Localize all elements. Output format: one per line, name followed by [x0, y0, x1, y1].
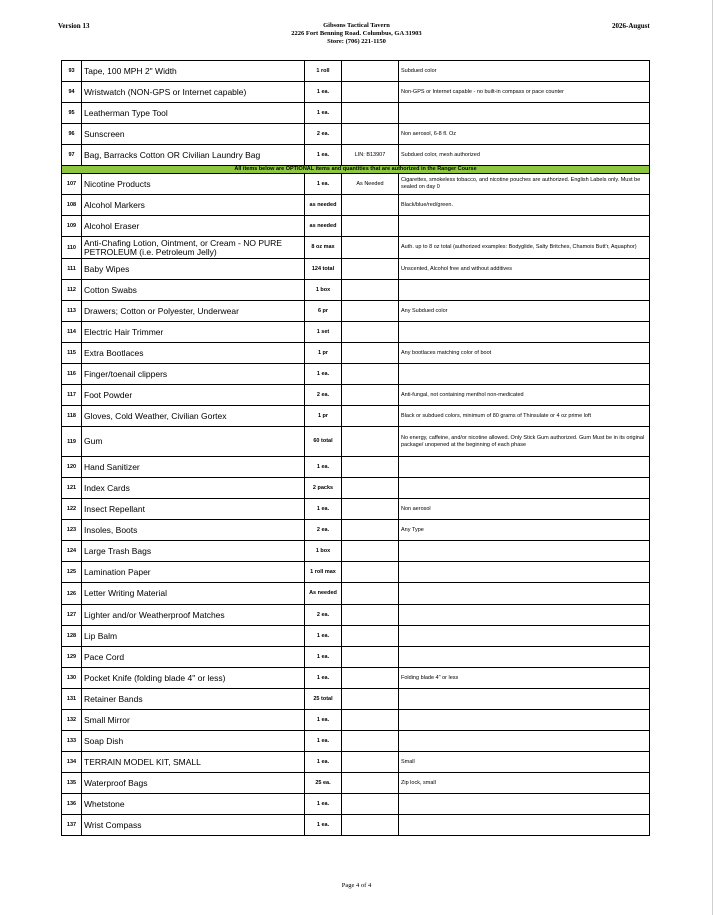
item-number: 117 [62, 385, 82, 406]
item-quantity: 25 total [305, 689, 342, 710]
item-number: 119 [62, 427, 82, 457]
item-remarks [399, 605, 650, 626]
item-quantity: 1 set [305, 322, 342, 343]
table-row [62, 647, 650, 668]
item-quantity: 6 pr [305, 301, 342, 322]
item-number: 126 [62, 583, 82, 605]
item-name: Lamination Paper [82, 562, 305, 583]
item-quantity: as needed [305, 216, 342, 237]
item-name: Extra Bootlaces [82, 343, 305, 364]
item-nsn [342, 520, 399, 541]
item-remarks [399, 280, 650, 301]
item-quantity: 1 box [305, 280, 342, 301]
item-name: Index Cards [82, 478, 305, 499]
item-number: 110 [62, 237, 82, 259]
table-row [62, 499, 650, 520]
item-quantity: 2 ea. [305, 124, 342, 145]
item-remarks [399, 710, 650, 731]
item-quantity: 1 ea. [305, 668, 342, 689]
item-remarks: Black or subdued colors, minimum of 80 grams of Thinsulate or 4 oz prime loft [399, 406, 650, 427]
item-nsn [342, 773, 399, 794]
table-row [62, 103, 650, 124]
item-quantity: as needed [305, 195, 342, 216]
item-nsn [342, 457, 399, 478]
table-row [62, 364, 650, 385]
item-quantity: 2 packs [305, 478, 342, 499]
item-quantity: 25 ea. [305, 773, 342, 794]
item-name: Baby Wipes [82, 259, 305, 280]
item-remarks: Non aerosol, 6-8 fl. Oz [399, 124, 650, 145]
item-nsn [342, 668, 399, 689]
item-nsn [342, 237, 399, 259]
item-nsn [342, 385, 399, 406]
item-nsn [342, 815, 399, 836]
item-name: Gloves, Cold Weather, Civilian Gortex [82, 406, 305, 427]
item-remarks [399, 626, 650, 647]
item-quantity: 1 ea. [305, 647, 342, 668]
item-number: 125 [62, 562, 82, 583]
item-quantity: 1 ea. [305, 82, 342, 103]
item-nsn [342, 280, 399, 301]
optional-items-banner-text: All items below are OPTIONAL items and quantities that are authorized in the Ranger Course [62, 166, 650, 174]
item-quantity: 1 ea. [305, 499, 342, 520]
item-remarks: Subdued color [399, 61, 650, 82]
item-name: Large Trash Bags [82, 541, 305, 562]
item-remarks: Any Type [399, 520, 650, 541]
item-nsn [342, 626, 399, 647]
item-nsn [342, 406, 399, 427]
item-quantity: 1 ea. [305, 815, 342, 836]
item-name: Lighter and/or Weatherproof Matches [82, 605, 305, 626]
item-nsn: As Needed [342, 174, 399, 195]
item-name: Letter Writing Material [82, 583, 305, 605]
item-name: Alcohol Eraser [82, 216, 305, 237]
item-remarks [399, 478, 650, 499]
document-date: 2026-August [612, 22, 650, 30]
item-nsn [342, 82, 399, 103]
item-name: Lip Balm [82, 626, 305, 647]
item-name: Insect Repellant [82, 499, 305, 520]
table-row [62, 280, 650, 301]
item-remarks: Anti-fungal, not containing menthol non-medicated [399, 385, 650, 406]
item-nsn [342, 562, 399, 583]
item-remarks [399, 562, 650, 583]
item-number: 93 [62, 61, 82, 82]
item-remarks: Small [399, 752, 650, 773]
item-number: 111 [62, 259, 82, 280]
table-row [62, 259, 650, 280]
item-quantity: 1 ea. [305, 364, 342, 385]
item-name: Insoles, Boots [82, 520, 305, 541]
item-quantity: 2 ea. [305, 385, 342, 406]
item-name: Pocket Knife (folding blade 4" or less) [82, 668, 305, 689]
item-remarks [399, 647, 650, 668]
table-row [62, 124, 650, 145]
table-row [62, 301, 650, 322]
item-number: 116 [62, 364, 82, 385]
item-number: 127 [62, 605, 82, 626]
item-quantity: 1 ea. [305, 752, 342, 773]
item-quantity: 1 ea. [305, 145, 342, 166]
item-remarks [399, 322, 650, 343]
table-row [62, 773, 650, 794]
item-nsn [342, 216, 399, 237]
table-row [62, 815, 650, 836]
item-nsn [342, 322, 399, 343]
item-nsn [342, 124, 399, 145]
item-nsn [342, 731, 399, 752]
item-nsn [342, 605, 399, 626]
item-number: 128 [62, 626, 82, 647]
item-name: Hand Sanitizer [82, 457, 305, 478]
item-remarks: Auth. up to 8 oz total (authorized examples: Bodyglide, Salty Britches, Chamois Butt'r, Aquaphor) [399, 237, 650, 259]
item-nsn [342, 364, 399, 385]
item-quantity: As needed [305, 583, 342, 605]
item-quantity: 2 ea. [305, 605, 342, 626]
item-name: Leatherman Type Tool [82, 103, 305, 124]
item-remarks: Folding blade 4" or less [399, 668, 650, 689]
version-label: Version 13 [58, 22, 90, 30]
item-name: Alcohol Markers [82, 195, 305, 216]
item-number: 97 [62, 145, 82, 166]
item-nsn [342, 794, 399, 815]
item-quantity: 1 ea. [305, 794, 342, 815]
table-row [62, 195, 650, 216]
table-row [62, 583, 650, 605]
item-number: 107 [62, 174, 82, 195]
table-row [62, 82, 650, 103]
table-row [62, 385, 650, 406]
item-remarks [399, 457, 650, 478]
item-number: 137 [62, 815, 82, 836]
page-number: Page 4 of 4 [341, 882, 372, 889]
item-nsn [342, 343, 399, 364]
table-row [62, 478, 650, 499]
store-address: 2226 Fort Benning Road. Columbus, GA 31903 [291, 30, 422, 37]
table-row [62, 457, 650, 478]
item-name: Anti-Chafing Lotion, Ointment, or Cream - NO PURE PETROLEUM (i.e. Petroleum Jelly) [82, 237, 305, 259]
item-nsn [342, 499, 399, 520]
item-name: Nicotine Products [82, 174, 305, 195]
table-row [62, 237, 650, 259]
item-number: 122 [62, 499, 82, 520]
item-remarks: Black/blue/red/green. [399, 195, 650, 216]
item-remarks: Subdued color, mesh authorized [399, 145, 650, 166]
item-nsn [342, 61, 399, 82]
item-remarks [399, 541, 650, 562]
item-remarks: No energy, caffeine, and/or nicotine allowed. Only Stick Gum authorized. Gum Must be in its original package/ unopened at the beginning of each phase [399, 427, 650, 457]
item-number: 123 [62, 520, 82, 541]
item-quantity: 1 pr [305, 343, 342, 364]
item-name: Soap Dish [82, 731, 305, 752]
item-quantity: 1 box [305, 541, 342, 562]
item-name: Small Mirror [82, 710, 305, 731]
item-nsn [342, 103, 399, 124]
item-nsn [342, 301, 399, 322]
item-number: 124 [62, 541, 82, 562]
item-quantity: 8 oz max [305, 237, 342, 259]
item-quantity: 60 total [305, 427, 342, 457]
item-number: 118 [62, 406, 82, 427]
item-remarks: Cigarettes, smokeless tobacco, and nicotine pouches are authorized. English Labels only. Must be sealed on day 0 [399, 174, 650, 195]
item-number: 135 [62, 773, 82, 794]
item-name: Cotton Swabs [82, 280, 305, 301]
item-remarks [399, 794, 650, 815]
item-nsn [342, 427, 399, 457]
item-number: 113 [62, 301, 82, 322]
item-number: 95 [62, 103, 82, 124]
table-row [62, 626, 650, 647]
item-name: Gum [82, 427, 305, 457]
item-quantity: 1 ea. [305, 457, 342, 478]
item-quantity: 1 ea. [305, 731, 342, 752]
item-number: 121 [62, 478, 82, 499]
packing-list-table [61, 60, 650, 836]
store-name: Gibsons Tactical Tavern [323, 22, 390, 29]
table-row [62, 174, 650, 195]
item-number: 130 [62, 668, 82, 689]
table-row [62, 145, 650, 166]
item-remarks [399, 731, 650, 752]
item-number: 133 [62, 731, 82, 752]
table-row [62, 605, 650, 626]
item-name: Waterproof Bags [82, 773, 305, 794]
table-row [62, 731, 650, 752]
item-number: 114 [62, 322, 82, 343]
store-phone: Store: (706) 221-1150 [327, 38, 386, 45]
item-quantity: 2 ea. [305, 520, 342, 541]
item-name: Electric Hair Trimmer [82, 322, 305, 343]
table-row [62, 794, 650, 815]
item-name: Whetstone [82, 794, 305, 815]
table-row [62, 61, 650, 82]
item-nsn [342, 752, 399, 773]
item-nsn [342, 647, 399, 668]
table-row [62, 710, 650, 731]
item-remarks: Any Subdued color [399, 301, 650, 322]
item-remarks: Any bootlaces matching color of boot [399, 343, 650, 364]
item-name: Finger/toenail clippers [82, 364, 305, 385]
table-row [62, 520, 650, 541]
item-remarks [399, 689, 650, 710]
item-remarks: Unscented, Alcohol free and without additives [399, 259, 650, 280]
item-name: Wristwatch (NON-GPS or Internet capable) [82, 82, 305, 103]
item-name: Pace Cord [82, 647, 305, 668]
item-number: 96 [62, 124, 82, 145]
item-number: 134 [62, 752, 82, 773]
item-quantity: 124 total [305, 259, 342, 280]
item-nsn [342, 195, 399, 216]
store-header [0, 22, 713, 46]
item-name: Foot Powder [82, 385, 305, 406]
item-nsn [342, 689, 399, 710]
item-number: 94 [62, 82, 82, 103]
item-remarks [399, 216, 650, 237]
item-number: 112 [62, 280, 82, 301]
item-name: Retainer Bands [82, 689, 305, 710]
table-row [62, 562, 650, 583]
item-name: Bag, Barracks Cotton OR Civilian Laundry Bag [82, 145, 305, 166]
item-quantity: 1 roll max [305, 562, 342, 583]
table-row [62, 752, 650, 773]
table-row [62, 406, 650, 427]
item-number: 136 [62, 794, 82, 815]
item-number: 129 [62, 647, 82, 668]
item-nsn [342, 583, 399, 605]
item-remarks: Non aerosol [399, 499, 650, 520]
table-row [62, 668, 650, 689]
item-name: TERRAIN MODEL KIT, SMALL [82, 752, 305, 773]
item-name: Tape, 100 MPH 2" Width [82, 61, 305, 82]
item-quantity: 1 ea. [305, 710, 342, 731]
item-remarks: Zip lock, small [399, 773, 650, 794]
item-nsn: LIN: B13907 [342, 145, 399, 166]
item-nsn [342, 541, 399, 562]
item-number: 108 [62, 195, 82, 216]
item-nsn [342, 259, 399, 280]
item-number: 131 [62, 689, 82, 710]
item-number: 120 [62, 457, 82, 478]
item-number: 115 [62, 343, 82, 364]
table-row [62, 689, 650, 710]
item-remarks [399, 583, 650, 605]
table-row [62, 322, 650, 343]
item-name: Drawers; Cotton or Polyester, Underwear [82, 301, 305, 322]
item-number: 109 [62, 216, 82, 237]
item-nsn [342, 710, 399, 731]
item-quantity: 1 ea. [305, 626, 342, 647]
item-remarks [399, 815, 650, 836]
optional-items-banner [62, 166, 650, 174]
item-quantity: 1 pr [305, 406, 342, 427]
item-nsn [342, 478, 399, 499]
item-name: Wrist Compass [82, 815, 305, 836]
table-row [62, 216, 650, 237]
item-remarks [399, 364, 650, 385]
item-remarks: Non-GPS or Internet capable - no built-in compass or pace counter [399, 82, 650, 103]
item-number: 132 [62, 710, 82, 731]
item-name: Sunscreen [82, 124, 305, 145]
table-row [62, 541, 650, 562]
item-remarks [399, 103, 650, 124]
item-quantity: 1 roll [305, 61, 342, 82]
table-row [62, 427, 650, 457]
item-quantity: 1 ea. [305, 174, 342, 195]
table-row [62, 343, 650, 364]
item-quantity: 1 ea. [305, 103, 342, 124]
